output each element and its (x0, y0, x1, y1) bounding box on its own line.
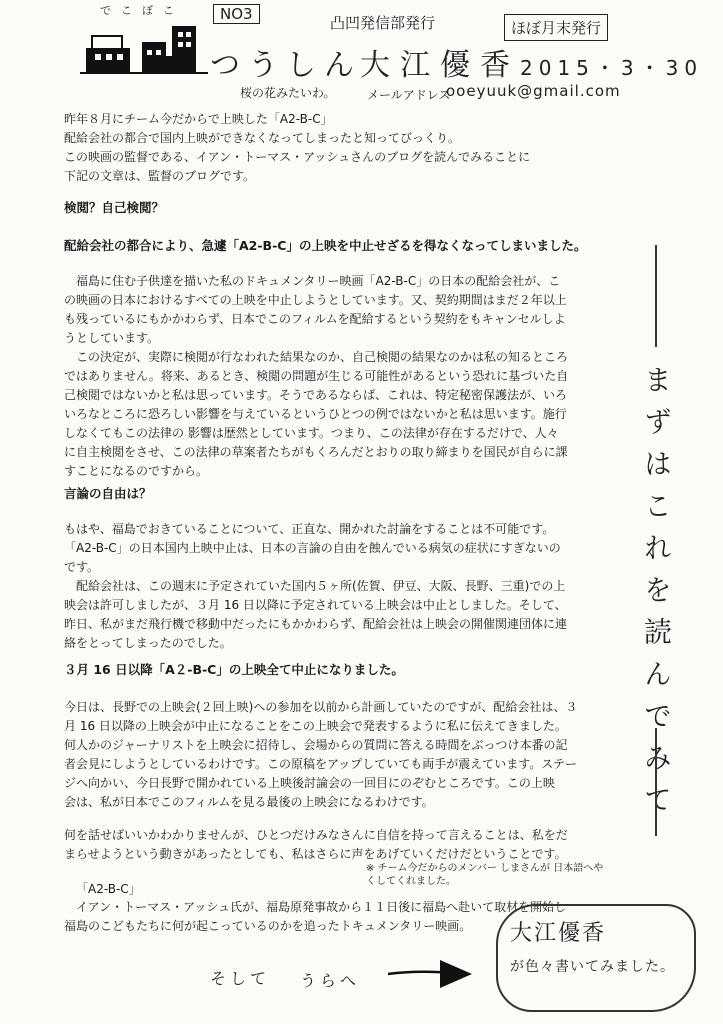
section1-subheading: 配給会社の都合により、急遽「A2-B-C」の上映を中止せざるを得なくなってしまいました。 (64, 238, 587, 253)
text-line: 昨日、私がまだ飛行機で移動中だったにもかかわらず、配給会社は上映会の開催関連団体に連 (64, 617, 568, 631)
text-line: 今日は、長野での上映会(２回上映)への参加を以前から計画していたのですが、配給会社は、３ (64, 700, 578, 714)
text-line: の映画の日本におけるすべての上映を中止しようとしています。又、契約期間はまだ２年以上 (64, 293, 567, 307)
issue-number: NO3 (213, 4, 260, 24)
text-line: 会は、私が日本でこのフィルムを見る最後の上映会になるわけです。 (64, 795, 434, 809)
text-line: 己検閲ではないかと私は思っています。そうであるならば、これは、特定秘密保護法が、いろ (64, 388, 568, 402)
text-line: 配給会社は、この週末に予定されていた国内５ヶ所(佐賀、伊豆、大阪、長野、三重)での上 (76, 579, 566, 593)
text-line: に自主検閲をさせ、この法律の草案者たちがもくろんだとおりの取り締まりを国民が自らに課 (64, 445, 568, 459)
section3-heading: ３月 16 日以降「A２-B-C」の上映全て中止になりました。 (64, 662, 404, 677)
text-line: 月 16 日以降の上映会が中止になることをこの上映会で発表するように私に伝えてきました。 (64, 719, 567, 733)
issue-date: 2015・3・30 (520, 56, 704, 80)
arrow-right-icon (386, 954, 476, 994)
text-line: 映会は許可しましたが、３月 16 日以降に予定されている上映会は中止としました。そして、 (64, 598, 567, 612)
text-line: もはや、福島でおきていることについて、正直な、開かれた討論をすることは不可能です。 (64, 522, 555, 536)
section1-heading: 検閲？自己検閲？ (64, 200, 165, 215)
text-line: ではありません。将来、あるとき、検閲の問題が生じる可能性があるという恐れに基づいた自 (64, 369, 569, 383)
section2-heading: 言論の自由は？ (64, 486, 152, 501)
cloud-line-1: 大江優香 (510, 921, 607, 946)
intro-line: 昨年８月にチーム今だからで上映した「A2-B-C」 (64, 112, 333, 126)
text-line: まらせようという動きがあったとしても、私はさらに声をあげていくだけだということです。 (64, 847, 567, 861)
section2-para1 (64, 520, 624, 577)
text-line: いろなところに恐ろしい影響を与えているというひとつの例ではないかと私は思います。施行 (64, 407, 567, 421)
frequency: ほぼ月末発行 (504, 14, 608, 41)
text-line: うとしています。 (64, 331, 160, 345)
side-line-bottom (655, 728, 657, 836)
side-note: まずはこれを読んでみて (640, 365, 673, 827)
section1-para2 (64, 348, 624, 481)
text-line: 者会見にしようとしているわけです。この原稿をアップしていても両手が震えています。ステー (64, 757, 578, 771)
section2-para2 (64, 577, 624, 653)
footer-left-note: そして (210, 969, 271, 988)
section3-para1 (64, 698, 624, 812)
text-line: 「A2-B-C」の日本国内上映中止は、日本の言論の自由を蝕んでいる病気の症状にすぎないの (64, 541, 561, 555)
text-line: 何を話せばいいかわかりませんが、ひとつだけみなさんに自信を持って言えることは、私をだ (64, 828, 568, 842)
text-line: しなくてもこの法律の 影響は歴然としています。つまり、この法律が存在するだけで、人々 (64, 426, 559, 440)
translation-note: ※ チーム今だからのメンバー しまさんが 日本語へやくしてくれました。 (366, 863, 604, 887)
cloud-line-2: が色々書いてみました。 (510, 959, 675, 975)
text-line: も残っているにもかかわらず、日本でこのフィルムを配給するという契約をもキャンセルしよ (64, 312, 566, 326)
text-line: 福島に住む子供達を描いた私のドキュメンタリー映画「A2-B-C」の日本の配給会社が、こ (76, 274, 561, 288)
section3-para2 (64, 826, 624, 864)
intro-line: この映画の監督である、イアン・トーマス・アッシュさんのブログを読んでみることに (64, 150, 531, 164)
text-line: 何人かのジャーナリストを上映会に招待し、会場からの質問に答える時間をぶっつけ本番の記 (64, 738, 568, 752)
author-name: 大江優香 (360, 48, 520, 83)
text-line: 福島のこどもたちに何が起こっているのかを追ったトキュメンタリー映画。 (64, 919, 472, 933)
text-line: 絡をとってしまったのでした。 (64, 636, 232, 650)
newsletter-title: つうしん (210, 48, 362, 83)
text-line: です。 (64, 560, 100, 574)
text-line: イアン・トーマス・アッシュ氏が、福島原発事故から１１日後に福島へ赴いて取材を開始し (76, 900, 567, 914)
building-logo-icon (80, 20, 210, 75)
email-address: ooeyuuk@gmail.com (446, 82, 621, 100)
intro-line: 下記の文章は、監督のブログです。 (64, 169, 256, 183)
footer-next-note: うらへ (300, 971, 361, 990)
dekoboko-kana: でこぼこ (100, 4, 184, 17)
intro-block (64, 110, 612, 186)
publisher: 凸凹発信部発行 (330, 14, 436, 32)
email-label: メールアドレス (367, 88, 451, 102)
side-line-top (655, 245, 657, 347)
author-note-cloud (496, 904, 696, 1012)
header-caption: 桜の花みたいわ。 (240, 86, 336, 100)
text-line: ジへ向かい、今日長野で開かれている上映後討論会の一回目にのぞむところです。この上映 (64, 776, 555, 790)
intro-line: 配給会社の都合で国内上映ができなくなってしまったと知ってびっくり。 (64, 131, 461, 145)
film-title: 「A2-B-C」 (76, 882, 141, 896)
text-line: すことになるのですから。 (64, 464, 209, 478)
text-line: この決定が、実際に検閲が行なわれた結果なのか、自己検閲の結果なのかは私の知るところ (76, 350, 569, 364)
section1-para1 (64, 272, 624, 348)
